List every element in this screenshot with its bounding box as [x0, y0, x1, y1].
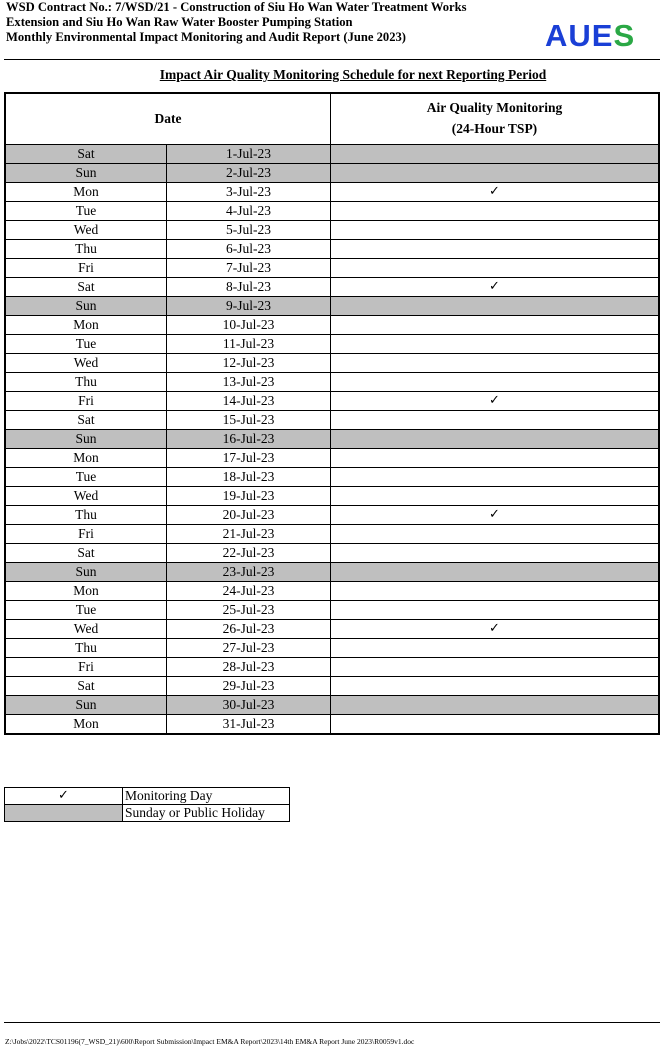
legend-holiday-swatch: [5, 805, 123, 822]
legend-holiday-label: Sunday or Public Holiday: [123, 805, 290, 822]
check-icon: ✓: [331, 278, 659, 297]
footer-file-path: Z:\Jobs\2022\TCS01196(7_WSD_21)\600\Report Submission\Impact EM&A Report\2023\14th EM&A Report June 2023\R0059v1.doc: [5, 1037, 415, 1046]
monitoring-cell: [331, 335, 659, 354]
table-row: [6, 544, 659, 563]
monitoring-cell: [331, 582, 659, 601]
date-cell: 6-Jul-23: [167, 240, 331, 259]
date-cell: 19-Jul-23: [167, 487, 331, 506]
table-row: [6, 392, 659, 411]
header-line-project: Extension and Siu Ho Wan Raw Water Booster Pumping Station: [6, 15, 353, 29]
day-cell: Mon: [6, 715, 167, 734]
date-cell: 1-Jul-23: [167, 145, 331, 164]
date-cell: 5-Jul-23: [167, 221, 331, 240]
day-cell: Fri: [6, 658, 167, 677]
check-icon: ✓: [331, 183, 659, 202]
date-cell: 23-Jul-23: [167, 563, 331, 582]
header-divider: [4, 59, 660, 60]
monitoring-cell: [331, 202, 659, 221]
table-row: [6, 468, 659, 487]
day-cell: Thu: [6, 373, 167, 392]
day-cell: Mon: [6, 316, 167, 335]
table-row: [6, 297, 659, 316]
header-line-report: Monthly Environmental Impact Monitoring and Audit Report (June 2023): [6, 30, 406, 44]
date-cell: 8-Jul-23: [167, 278, 331, 297]
date-cell: 7-Jul-23: [167, 259, 331, 278]
table-row: [6, 658, 659, 677]
day-cell: Wed: [6, 354, 167, 373]
monitoring-cell: [331, 411, 659, 430]
legend-row-monitoring: [5, 788, 290, 805]
monitoring-cell: [331, 316, 659, 335]
monitoring-cell: [331, 525, 659, 544]
table-row: [6, 449, 659, 468]
day-cell: Sat: [6, 145, 167, 164]
table-row: [6, 715, 659, 734]
table-row: [6, 164, 659, 183]
table-row: [6, 316, 659, 335]
date-cell: 4-Jul-23: [167, 202, 331, 221]
monitoring-cell: [331, 601, 659, 620]
day-cell: Tue: [6, 601, 167, 620]
day-cell: Sat: [6, 544, 167, 563]
table-row: [6, 278, 659, 297]
day-cell: Sun: [6, 164, 167, 183]
date-cell: 17-Jul-23: [167, 449, 331, 468]
header-line-contract: WSD Contract No.: 7/WSD/21 - Construction of Siu Ho Wan Water Treatment Works: [6, 0, 467, 14]
date-cell: 12-Jul-23: [167, 354, 331, 373]
day-cell: Sat: [6, 278, 167, 297]
day-cell: Fri: [6, 259, 167, 278]
day-cell: Sat: [6, 411, 167, 430]
date-cell: 18-Jul-23: [167, 468, 331, 487]
schedule-table: [4, 92, 660, 735]
aqm-header-line1: Air Quality Monitoring: [426, 100, 563, 115]
table-row: [6, 183, 659, 202]
check-icon: ✓: [5, 788, 123, 805]
table-row: [6, 677, 659, 696]
date-cell: 16-Jul-23: [167, 430, 331, 449]
day-cell: Sun: [6, 563, 167, 582]
day-cell: Fri: [6, 392, 167, 411]
table-row: [6, 563, 659, 582]
day-cell: Thu: [6, 240, 167, 259]
table-row: [6, 430, 659, 449]
table-row: [6, 620, 659, 639]
monitoring-cell: [331, 164, 659, 183]
day-cell: Thu: [6, 506, 167, 525]
table-row: [6, 335, 659, 354]
aqm-header-line2: (24-Hour TSP): [451, 121, 538, 136]
table-row: [6, 373, 659, 392]
table-row: [6, 601, 659, 620]
day-cell: Tue: [6, 202, 167, 221]
date-cell: 13-Jul-23: [167, 373, 331, 392]
report-header: [6, 0, 546, 45]
table-row: [6, 639, 659, 658]
monitoring-cell: [331, 544, 659, 563]
day-cell: Mon: [6, 582, 167, 601]
table-row: [6, 240, 659, 259]
day-cell: Tue: [6, 468, 167, 487]
monitoring-cell: [331, 297, 659, 316]
day-cell: Tue: [6, 335, 167, 354]
date-cell: 30-Jul-23: [167, 696, 331, 715]
table-row: [6, 582, 659, 601]
date-cell: 20-Jul-23: [167, 506, 331, 525]
day-cell: Sun: [6, 297, 167, 316]
day-cell: Wed: [6, 221, 167, 240]
date-cell: 15-Jul-23: [167, 411, 331, 430]
monitoring-cell: [331, 658, 659, 677]
monitoring-cell: [331, 563, 659, 582]
monitoring-cell: [331, 677, 659, 696]
monitoring-cell: [331, 373, 659, 392]
day-cell: Wed: [6, 620, 167, 639]
date-cell: 28-Jul-23: [167, 658, 331, 677]
table-row: [6, 525, 659, 544]
date-cell: 29-Jul-23: [167, 677, 331, 696]
date-cell: 27-Jul-23: [167, 639, 331, 658]
aqm-column-header: [331, 94, 659, 145]
legend-table: [4, 787, 290, 822]
monitoring-cell: [331, 430, 659, 449]
monitoring-cell: [331, 487, 659, 506]
day-cell: Sun: [6, 696, 167, 715]
table-row: [6, 354, 659, 373]
table-row: [6, 259, 659, 278]
monitoring-cell: [331, 715, 659, 734]
day-cell: Sat: [6, 677, 167, 696]
monitoring-cell: [331, 468, 659, 487]
date-cell: 22-Jul-23: [167, 544, 331, 563]
date-cell: 3-Jul-23: [167, 183, 331, 202]
date-cell: 9-Jul-23: [167, 297, 331, 316]
day-cell: Sun: [6, 430, 167, 449]
aues-logo: AUES: [545, 18, 636, 53]
footer-divider: [4, 1022, 660, 1023]
table-row: [6, 506, 659, 525]
day-cell: Wed: [6, 487, 167, 506]
monitoring-cell: [331, 449, 659, 468]
legend-monitoring-label: Monitoring Day: [123, 788, 290, 805]
monitoring-cell: [331, 145, 659, 164]
day-cell: Thu: [6, 639, 167, 658]
monitoring-cell: [331, 240, 659, 259]
table-row: [6, 202, 659, 221]
table-row: [6, 487, 659, 506]
day-cell: Mon: [6, 449, 167, 468]
date-cell: 25-Jul-23: [167, 601, 331, 620]
table-row: [6, 411, 659, 430]
date-cell: 21-Jul-23: [167, 525, 331, 544]
day-cell: Mon: [6, 183, 167, 202]
date-cell: 14-Jul-23: [167, 392, 331, 411]
date-cell: 31-Jul-23: [167, 715, 331, 734]
date-cell: 11-Jul-23: [167, 335, 331, 354]
monitoring-cell: [331, 354, 659, 373]
date-cell: 10-Jul-23: [167, 316, 331, 335]
day-cell: Fri: [6, 525, 167, 544]
table-row: [6, 221, 659, 240]
monitoring-cell: [331, 259, 659, 278]
monitoring-cell: [331, 696, 659, 715]
schedule-title: Impact Air Quality Monitoring Schedule for next Reporting Period: [159, 67, 547, 82]
table-row: [6, 145, 659, 164]
legend-row-holiday: [5, 805, 290, 822]
date-cell: 26-Jul-23: [167, 620, 331, 639]
table-row: [6, 696, 659, 715]
date-column-header: Date: [6, 94, 331, 145]
check-icon: ✓: [331, 506, 659, 525]
check-icon: ✓: [331, 392, 659, 411]
date-cell: 2-Jul-23: [167, 164, 331, 183]
monitoring-cell: [331, 639, 659, 658]
date-cell: 24-Jul-23: [167, 582, 331, 601]
schedule-body: [6, 145, 659, 734]
monitoring-cell: [331, 221, 659, 240]
check-icon: ✓: [331, 620, 659, 639]
